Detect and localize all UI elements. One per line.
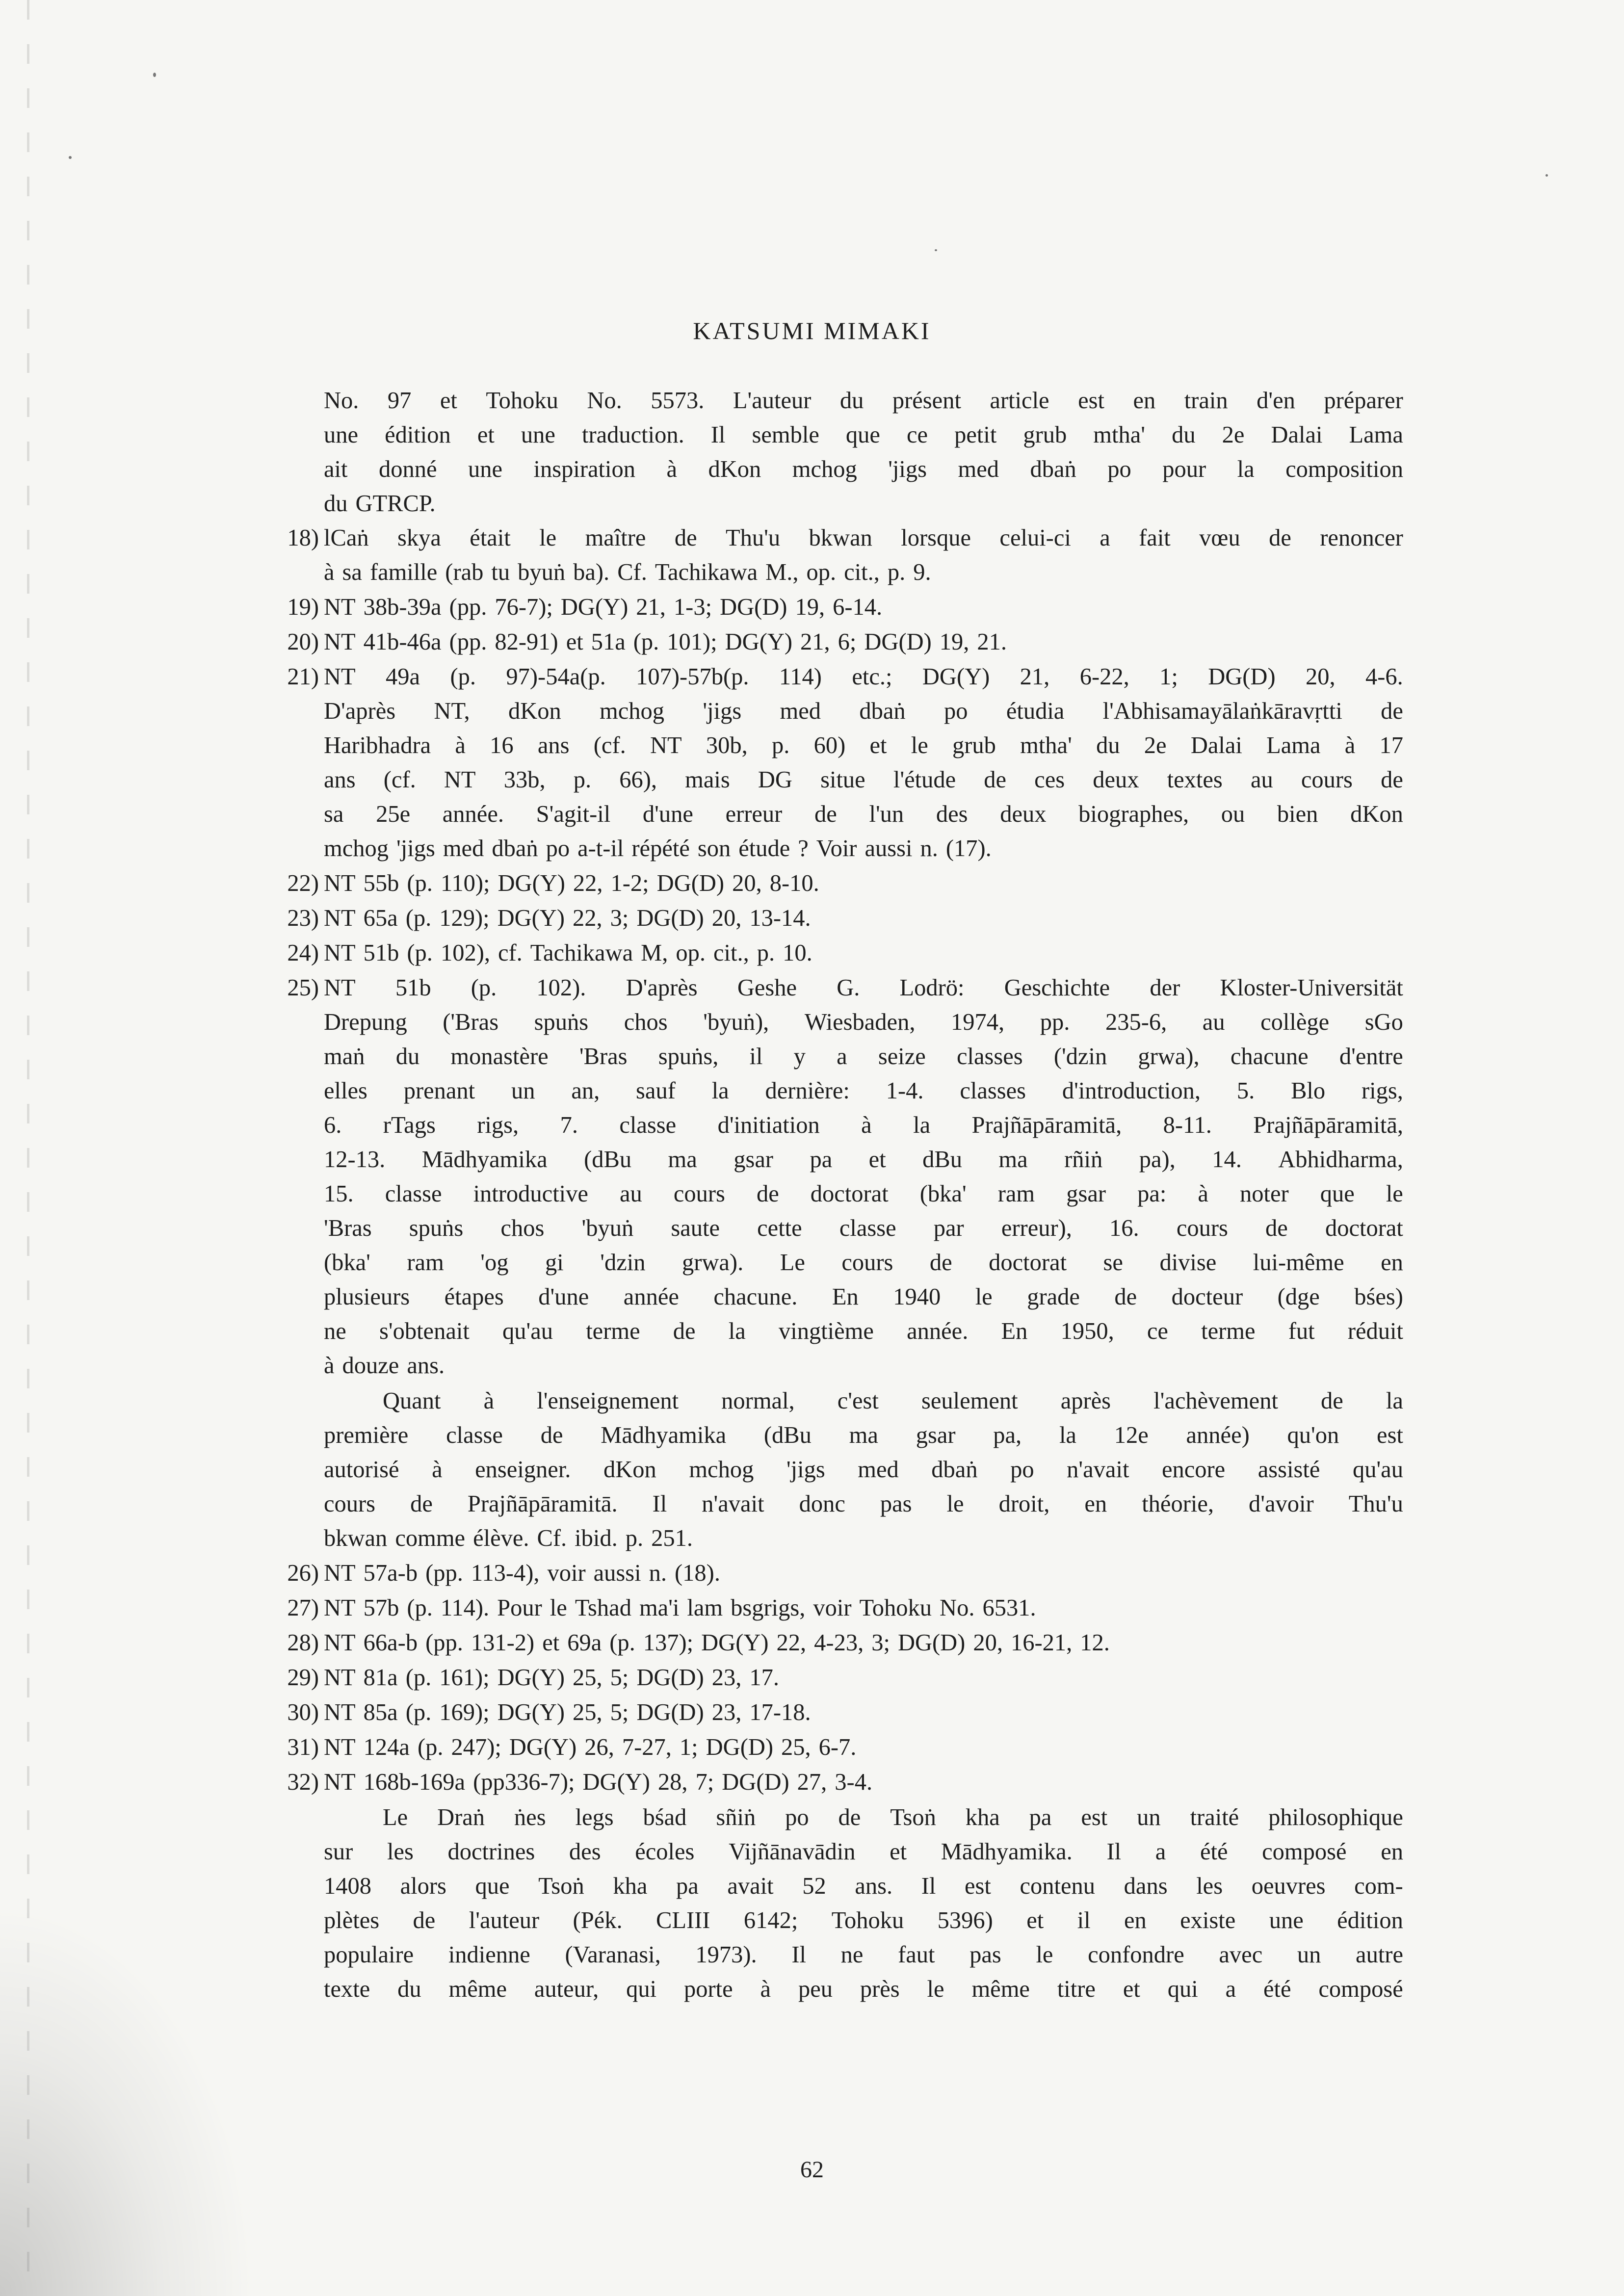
footnote-number: 23) [287, 905, 319, 931]
text-line: Quant à l'enseignement normal, c'est seulement après l'achèvement de la [383, 1388, 1403, 1414]
text-line: NT 81a (p. 161); DG(Y) 25, 5; DG(D) 23, 17. [324, 1665, 779, 1691]
scan-speck [153, 73, 156, 77]
footnote-number: 18) [287, 525, 319, 551]
text-line: sa 25e année. S'agit-il d'une erreur de l'un des deux biographes, ou bien dKon [324, 801, 1403, 827]
footnote-number: 22) [287, 870, 319, 896]
footnote-number: 30) [287, 1699, 319, 1725]
intro-paragraph [324, 384, 1403, 521]
footnote-paragraph [324, 1800, 1403, 2007]
text-line: NT 168b-169a (pp336-7); DG(Y) 28, 7; DG(D) 27, 3-4. [324, 1769, 873, 1795]
footnote [287, 1556, 1403, 1591]
footnote-number: 31) [287, 1734, 319, 1760]
scan-speck [1545, 174, 1548, 177]
footnote [287, 866, 1403, 901]
footnote [287, 625, 1403, 659]
footnote [287, 1591, 1403, 1625]
footnote-number: 28) [287, 1630, 319, 1656]
text-line: D'après NT, dKon mchog 'jigs med dbaṅ po étudia l'Abhisamayālaṅkāravṛtti de [324, 698, 1403, 724]
text-line: NT 85a (p. 169); DG(Y) 25, 5; DG(D) 23, 17-18. [324, 1699, 811, 1725]
text-line: 15. classe introductive au cours de doctorat (bka' ram gsar pa: à noter que le [324, 1181, 1403, 1207]
text-line: 'Bras spuṅs chos 'byuṅ saute cette classe par erreur), 16. cours de doctorat [324, 1215, 1403, 1241]
text-line: à douze ans. [324, 1353, 445, 1379]
footnote [287, 901, 1403, 936]
text-line: plusieurs étapes d'une année chacune. En 1940 le grade de docteur (dge bśes) [324, 1284, 1403, 1310]
footnote-paragraph [324, 1384, 1403, 1556]
text-line: autorisé à enseigner. dKon mchog 'jigs med dbaṅ po n'avait encore assisté qu'au [324, 1457, 1403, 1483]
text-line: plètes de l'auteur (Pék. CLIII 6142; Tohoku 5396) et il en existe une édition [324, 1907, 1403, 1933]
text-line: NT 49a (p. 97)-54a(p. 107)-57b(p. 114) etc.; DG(Y) 21, 6-22, 1; DG(D) 20, 4-6. [324, 664, 1403, 690]
text-line: 12-13. Mādhyamika (dBu ma gsar pa et dBu ma rñiṅ pa), 14. Abhidharma, [324, 1147, 1403, 1173]
footnote [287, 1765, 1403, 2007]
footnote-number: 21) [287, 664, 319, 690]
text-line: NT 66a-b (pp. 131-2) et 69a (p. 137); DG(Y) 22, 4-23, 3; DG(D) 20, 16-21, 12. [324, 1630, 1110, 1656]
text-line: NT 57a-b (pp. 113-4), voir aussi n. (18). [324, 1560, 720, 1586]
text-line: NT 51b (p. 102). D'après Geshe G. Lodrö: Geschichte der Kloster-Universität [324, 975, 1403, 1001]
footnote [287, 521, 1403, 590]
footnote [287, 1626, 1403, 1660]
footnote [287, 660, 1403, 866]
text-line: Drepung ('Bras spuṅs chos 'byuṅ), Wiesbaden, 1974, pp. 235-6, au collège sGo [324, 1009, 1403, 1035]
footnote-number: 29) [287, 1665, 319, 1691]
text-line: NT 65a (p. 129); DG(Y) 22, 3; DG(D) 20, 13-14. [324, 905, 811, 931]
footnote [287, 1696, 1403, 1730]
text-line: Le Draṅ ṅes legs bśad sñiṅ po de Tsoṅ kha pa est un traité philosophique [383, 1804, 1403, 1830]
footnote-number: 19) [287, 594, 319, 620]
text-line: première classe de Mādhyamika (dBu ma gsar pa, la 12e année) qu'on est [324, 1422, 1403, 1448]
text-line: du GTRCP. [324, 491, 436, 517]
text-line: texte du même auteur, qui porte à peu près le même titre et qui a été composé [324, 1976, 1403, 2002]
footnote [287, 1730, 1403, 1765]
text-line: maṅ du monastère 'Bras spuṅs, il y a seize classes ('dzin grwa), chacune d'entre [324, 1044, 1403, 1070]
text-line: sur les doctrines des écoles Vijñānavādin et Mādhyamika. Il a été composé en [324, 1839, 1403, 1865]
page-number: 62 [800, 2157, 824, 2183]
text-line: lCaṅ skya était le maître de Thu'u bkwan lorsque celui-ci a fait vœu de renoncer [324, 525, 1403, 551]
text-line: populaire indienne (Varanasi, 1973). Il ne faut pas le confondre avec un autre [324, 1942, 1403, 1968]
text-line: bkwan comme élève. Cf. ibid. p. 251. [324, 1525, 693, 1551]
scan-speck [69, 156, 72, 159]
text-line: (bka' ram 'og gi 'dzin grwa). Le cours de doctorat se divise lui-même en [324, 1250, 1403, 1276]
text-line: NT 124a (p. 247); DG(Y) 26, 7-27, 1; DG(D) 25, 6-7. [324, 1734, 857, 1760]
text-line: elles prenant un an, sauf la dernière: 1-4. classes d'introduction, 5. Blo rigs, [324, 1078, 1403, 1104]
text-line: Haribhadra à 16 ans (cf. NT 30b, p. 60) et le grub mtha' du 2e Dalai Lama à 17 [324, 732, 1403, 758]
text-line: NT 51b (p. 102), cf. Tachikawa M, op. cit., p. 10. [324, 940, 812, 966]
text-line: ans (cf. NT 33b, p. 66), mais DG situe l'étude de ces deux textes au cours de [324, 767, 1403, 793]
text-line: à sa famille (rab tu byuṅ ba). Cf. Tachikawa M., op. cit., p. 9. [324, 559, 931, 585]
footnote [287, 590, 1403, 625]
footnote-number: 24) [287, 940, 319, 966]
text-line: NT 57b (p. 114). Pour le Tshad ma'i lam bsgrigs, voir Tohoku No. 6531. [324, 1595, 1036, 1621]
footnote [287, 971, 1403, 1556]
text-line: cours de Prajñāpāramitā. Il n'avait donc pas le droit, en théorie, d'avoir Thu'u [324, 1491, 1403, 1517]
text-line: NT 55b (p. 110); DG(Y) 22, 1-2; DG(D) 20, 8-10. [324, 870, 819, 896]
page-body [287, 384, 1403, 2007]
footnote-number: 26) [287, 1560, 319, 1586]
footnote [287, 1661, 1403, 1695]
text-line: une édition et une traduction. Il semble que ce petit grub mtha' du 2e Dalai Lama [324, 422, 1403, 448]
footnote-number: 32) [287, 1769, 319, 1795]
text-line: NT 41b-46a (pp. 82-91) et 51a (p. 101); DG(Y) 21, 6; DG(D) 19, 21. [324, 629, 1007, 655]
running-header: KATSUMI MIMAKI [693, 317, 931, 344]
corner-scan-shadow [0, 1904, 255, 2296]
text-line: 6. rTags rigs, 7. classe d'initiation à la Prajñāpāramitā, 8-11. Prajñāpāramitā, [324, 1112, 1403, 1138]
text-line: NT 38b-39a (pp. 76-7); DG(Y) 21, 1-3; DG(D) 19, 6-14. [324, 594, 883, 620]
footnote-number: 25) [287, 975, 319, 1001]
text-line: No. 97 et Tohoku No. 5573. L'auteur du présent article est en train d'en préparer [324, 388, 1403, 414]
footnote [287, 936, 1403, 970]
text-line: mchog 'jigs med dbaṅ po a-t-il répété son étude ? Voir aussi n. (17). [324, 835, 992, 861]
footnote-number: 20) [287, 629, 319, 655]
scan-speck [935, 249, 937, 251]
footnote-number: 27) [287, 1595, 319, 1621]
text-line: ne s'obtenait qu'au terme de la vingtième année. En 1950, ce terme fut réduit [324, 1318, 1403, 1344]
text-line: 1408 alors que Tsoṅ kha pa avait 52 ans. Il est contenu dans les oeuvres com- [324, 1873, 1403, 1899]
text-line: ait donné une inspiration à dKon mchog 'jigs med dbaṅ po pour la composition [324, 456, 1403, 482]
